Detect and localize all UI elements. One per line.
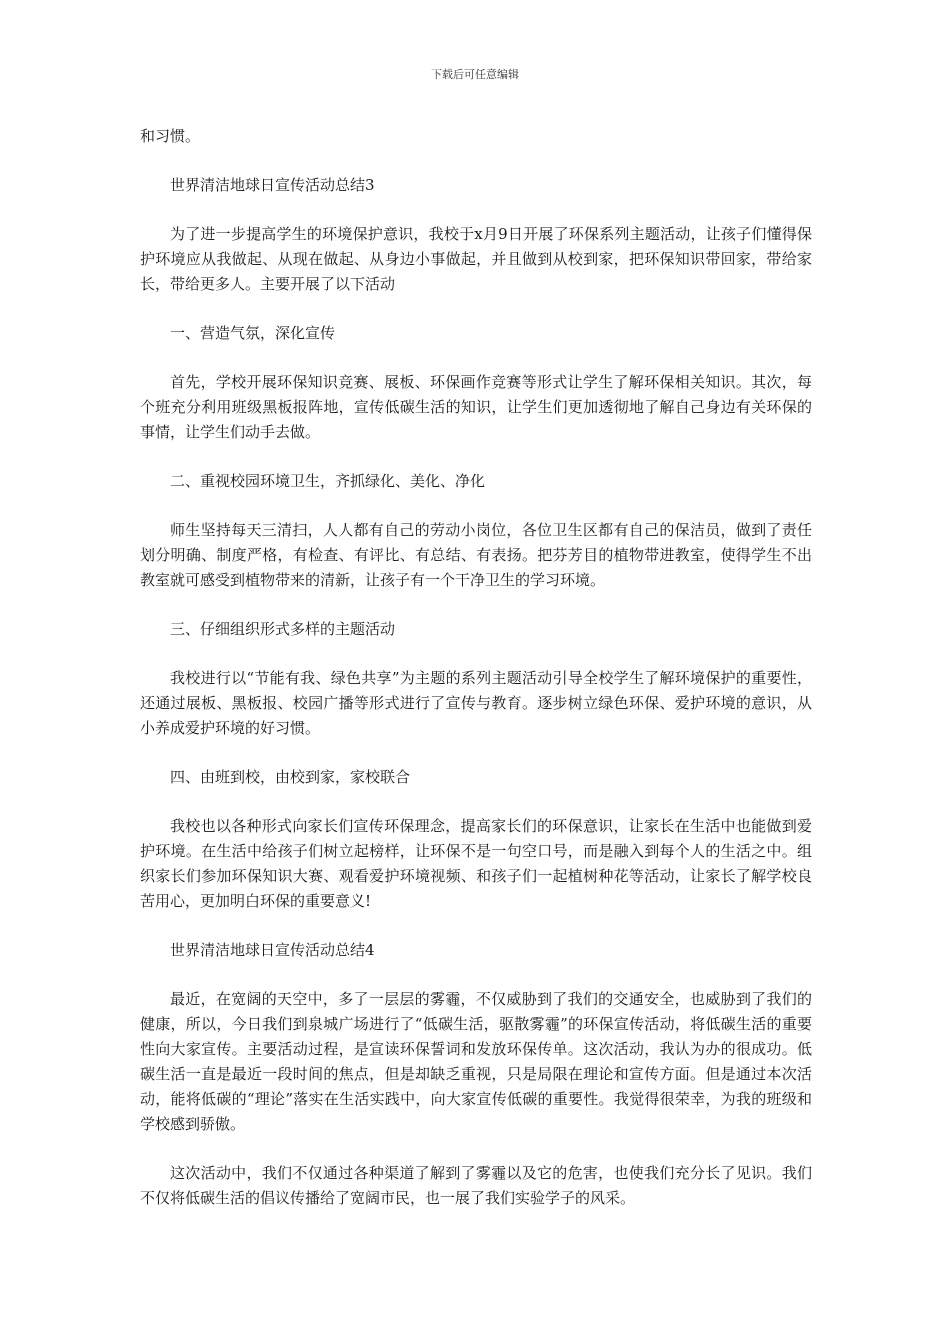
- paragraph: 最近，在宽阔的天空中，多了一层层的雾霾，不仅威胁到了我们的交通安全，也威胁到了我们的健康，所以，今日我们到泉城广场进行了“低碳生活，驱散雾霾”的环保宣传活动，将低碳生活的重要性向大家宣传。主要活动过程，是宣读环保誓词和发放环保传单。这次活动，我认为办的很成功。低碳生活一直是最近一段时间的焦点，但是却缺乏重视，只是局限在理论和宣传方面。但是通过本次活动，能将低碳的“理论”落实在生活实践中，向大家宣传低碳的重要性。我觉得很荣幸，为我的班级和学校感到骄傲。: [140, 990, 812, 1133]
- paragraph: 我校进行以“节能有我、绿色共享”为主题的系列主题活动引导全校学生了解环境保护的重要性，还通过展板、黑板报、校园广播等形式进行了宣传与教育。逐步树立绿色环保、爱护环境的意识，从小养成爱护环境的好习惯。: [140, 669, 812, 737]
- page-header-note: 下载后可任意编辑: [431, 68, 519, 81]
- paragraph: 师生坚持每天三清扫，人人都有自己的劳动小岗位，各位卫生区都有自己的保洁员，做到了责任划分明确、制度严格，有检查、有评比、有总结、有表扬。把芬芳目的植物带进教室，使得学生不出教室就可感受到植物带来的清新，让孩子有一个干净卫生的学习环境。: [140, 521, 812, 589]
- paragraph: 这次活动中，我们不仅通过各种渠道了解到了雾霾以及它的危害，也使我们充分长了见识。我们不仅将低碳生活的倡议传播给了宽阔市民，也一展了我们实验学子的风采。: [140, 1164, 812, 1207]
- paragraph-continuation: 和习惯。: [140, 127, 201, 145]
- section-heading-3: 三、仔细组织形式多样的主题活动: [170, 620, 396, 638]
- document-body: [140, 124, 812, 1235]
- paragraph: 为了进一步提高学生的环境保护意识，我校于x月9日开展了环保系列主题活动，让孩子们懂得保护环境应从我做起、从现在做起、从身边小事做起，并且做到从校到家，把环保知识带回家，带给家长，带给更多人。主要开展了以下活动: [140, 225, 812, 293]
- section-heading-1: 一、营造气氛，深化宣传: [170, 324, 336, 342]
- section-heading-4: 四、由班到校，由校到家，家校联合: [170, 768, 411, 786]
- section-title-summary-4: 世界清洁地球日宣传活动总结4: [170, 941, 375, 959]
- section-heading-2: 二、重视校园环境卫生，齐抓绿化、美化、净化: [170, 472, 486, 490]
- section-title-summary-3: 世界清洁地球日宣传活动总结3: [170, 176, 375, 194]
- paragraph: 首先，学校开展环保知识竞赛、展板、环保画作竞赛等形式让学生了解环保相关知识。其次，每个班充分利用班级黑板报阵地，宣传低碳生活的知识，让学生们更加透彻地了解自己身边有关环保的事情，让学生们动手去做。: [140, 373, 812, 441]
- paragraph: 我校也以各种形式向家长们宣传环保理念，提高家长们的环保意识，让家长在生活中也能做到爱护环境。在生活中给孩子们树立起榜样，让环保不是一句空口号，而是融入到每个人的生活之中。组织家长们参加环保知识大赛、观看爱护环境视频、和孩子们一起植树种花等活动，让家长了解学校良苦用心，更加明白环保的重要意义!: [140, 817, 812, 910]
